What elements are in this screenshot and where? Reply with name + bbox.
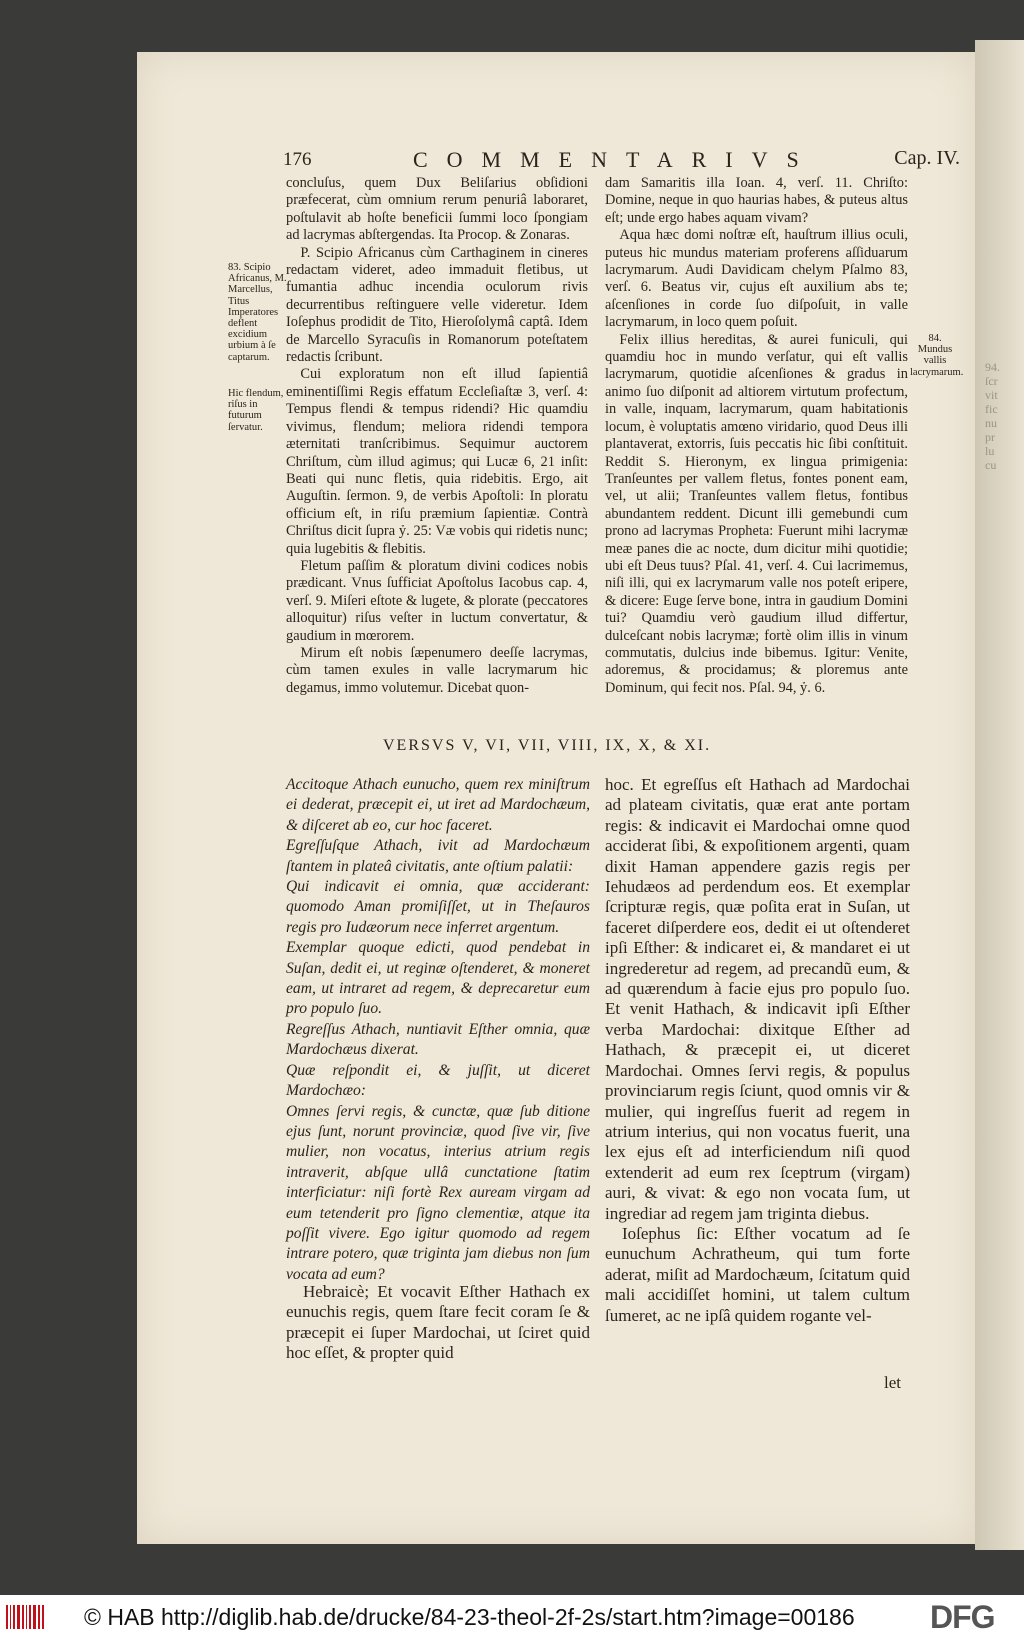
margin-note-hic-flendum: Hic flendum, riſus in futurum ſervatur. <box>228 388 284 433</box>
running-title: COMMENTARIVS <box>413 147 818 172</box>
paragraph: concluſus, quem Dux Beliſarius obſidioni præfecerat, cùm omnium rerum penuriâ laboraret, poſtulavit ab hoſte beneficii ſummi loco ſpongiam ad lacrymas abſtergendas. Ita Procop. & Zonaras. <box>286 175 588 244</box>
section-heading: VERSVS V, VI, VII, VIII, IX, X, & XI. <box>383 737 712 754</box>
paragraph: hoc. Et egreſſus eſt Hathach ad Mardochai ad plateam civitatis, quæ erat ante portam regis: & indicavit ei Mardochai omne quod acciderat ſibi, & expoſitionem argenti, quam dixit Haman appendere gazis regis per Iehudæos ad perdendum eos. Et exemplar ſcripturæ regis, quæ poſita erat in Suſan, ut faceret diſperdere eos, dedit ei ut oſtenderet ipſi Eſther: & indicaret ei, & mandaret ei ut ingrederetur ad regem, ad precandũ eum, & ad quærendum à facie ejus pro populo ſuo. Et venit Hathach, & indicavit ipſi Eſther verba Mardochai: dixitque Eſther ad Hathach, & præcepit ei, ut diceret Mardochai. Omnes ſervi regis, & populus provinciarum regis ſciunt, quod omnis vir & mulier, qui ingreſſus fuerit ad regem in atrium interius, qui non vocatus fuerit, una lex ejus eſt ad interficiendum niſi quod extenderit ad eum rex ſceptrum (virgam) auri, & vivat: & ego non vocata ſum, ut ingrediar ad regem jam triginta diebus. <box>605 775 910 1223</box>
margin-note-83: 83. Scipio Africanus, M. Marcellus, Titus Imperatores deflent excidium urbium à ſe captarum. <box>228 262 287 363</box>
paragraph: Ioſephus ſic: Eſther vocatum ad ſe eunuchum Achratheum, qui tum forte aderat, miſit ad Mardochæum, ſcitatum quid mali accidiſſet homini, ut talem cultum ſumeret, ac ne ipſâ quidem rogante vel- <box>605 1223 910 1325</box>
paragraph: Hebraicè; Et vocavit Eſther Hathach ex eunuchis regis, quem ſtare fecit coram ſe & præcepit ei ſuper Mardochai, ut ſciret quid hoc eſſet, & propter quid <box>286 1282 590 1363</box>
column-top-left <box>286 175 588 697</box>
page-number: 176 <box>283 149 312 170</box>
verse-line: Omnes ſervi regis, & cunctæ, quæ ſub ditione ejus ſunt, norunt provinciæ, quod ſive vir, ſive mulier, non vocatus, interius atrium regis intraverit, abſque ullâ cunctatione ſtatim interficiatur: niſi fortè Rex auream virgam ad eum tetenderit pro ſigno clementiæ, atque ita poſſit vivere. Ego igitur quomodo ad regem intrare potero, quæ triginta jam diebus non ſum vocata ad eum? <box>286 1102 590 1283</box>
verse-line: Quæ reſpondit ei, & juſſit, ut diceret Mardochæo: <box>286 1061 590 1100</box>
paragraph: Felix illius hereditas, & aurei funiculi, qui quamdiu hoc in mundo verſatur, qui eſt vallis lacrymarum, quotidie aſcenſiones & gradus in animo ſuo diſponit ad altiorem virtutum profectum, in valle, inquam, lacrymarum, quam habitationis locum, è voluptatis amœno viridario, quod Deus illi plantaverat, extorris, ſuis peccatis hic ſibi conſtituit. Reddit S. Hieronym, ex lingua primigenia: Tranſeuntes per vallem fletus, fontes ponent eam, vel, ut alii; Tranſeuntes vallem fletus, fontibus abundantem reddent. Dicunt illi gemebundi cum prono ad lacrymas Propheta: Fuerunt mihi lacrymæ meæ panes die ac nocte, dum dicitur mihi quotidie; ubi eſt Deus tuus? Pſal. 41, verſ. 4. Cui lacrimemus, niſi illi, qui ex lacrymarum valle nos poteſt eripere, & dicere: Euge ſerve bone, intra in gaudium Domini tui? Quamdiu verò gaudium illud differtur, dulceſcant nobis lacrymæ; fortè olim illis in vinum commutatis, dulcius inde bibemus. Igitur: Venite, adoremus, & procidamus; & ploremus ante Dominum, qui fecit nos. Pſal. 94, ỷ. 6. <box>605 331 908 696</box>
margin-note-84: 84. Mundus vallis lacrymarum. <box>910 333 964 378</box>
paragraph: Mirum eſt nobis ſæpenumero deeſſe lacrymas, cùm tamen exules in valle lacrymarum hic degamus, immo volutemur. Dicebat quon- <box>286 644 588 696</box>
paragraph: Cui exploratum non eſt illud ſapientiâ eminentiſſimi Regis effatum Eccleſiaſtæ 3, verſ. 4: Tempus flendi & tempus ridendi? Hic quamdiu vivimus, flendum; meliora ridendi tempora æternitati tranſcribimus. Sequimur auctorem Chriſtum, cùm illud agimus; qui Lucæ 6, 21 inſit: Beati qui nunc fletis, quia ridebitis. Ergo, ait Auguſtin. ſermon. 9, de verbis Apoſtoli: In ploratu officium eſt, in riſu præmium ſapientiæ. Contrà Chriſtus dicit ſupra ỷ. 25: Væ vobis qui ridetis nunc; quia lugebitis & flebitis. <box>286 366 588 557</box>
next-page-edge <box>975 40 1024 1550</box>
paragraph: Fletum paſſim & ploratum divini codices nobis prædicant. Vnus ſufficiat Apoſtolus Iacobus cap. 4, verſ. 9. Miſeri eſtote & lugete, & plorate (peccatores alloquitur) riſus veſter in luctum convertatur, & gaudium in mœrorem. <box>286 557 588 644</box>
verse-line: Qui indicavit ei omnia, quæ acciderant: quomodo Aman promiſiſſet, ut in Theſauros regis pro Iudæorum nece inferret argentum. <box>286 878 590 936</box>
paragraph: Aqua hæc domi noſtræ eſt, hauſtrum illius oculi, puteus hic mundus materiam proferens aſſiduarum lacrymarum. Audi Davidicam chelym Pſalmo 83, verſ. 6. Beatus vir, cujus eſt auxilium abs te; aſcenſiones in corde ſuo diſpoſuit, in valle lacrymarum, in loco quem poſuit. <box>605 227 908 331</box>
verse-line: Regreſſus Athach, nuntiavit Eſther omnia, quæ Mardochæus dixerat. <box>286 1020 590 1059</box>
next-page-ghost-text: 94. ſcr vit fic nu pr lu cu <box>985 360 1000 472</box>
footer-bar <box>0 1595 1024 1640</box>
hebraice-paragraph <box>286 1282 590 1364</box>
paragraph: P. Scipio Africanus cùm Carthaginem in cineres redactam videret, adeo immaduit fletibus, ut fumantia adhuc incendia oculorum rivis decurrentibus reſtinguere velle videretur. Idem Ioſephus prodidit de Tito, Hieroſolymâ captâ. Idem de Marcello Syracuſis in Romanorum poteſtatem redactis ſcribunt. <box>286 244 588 366</box>
verse-line: Egreſſuſque Athach, ivit ad Mardochæum ſtantem in plateâ civitatis, ante oſtium palatii: <box>286 837 590 875</box>
dfg-logo: DFG <box>930 1599 995 1635</box>
running-head <box>283 147 960 175</box>
column-top-right <box>605 175 908 697</box>
source-url[interactable]: © HAB http://diglib.hab.de/drucke/84-23-theol-2f-2s/start.htm?image=00186 <box>84 1604 855 1630</box>
column-bottom-right <box>605 775 910 1326</box>
catchword: let <box>884 1373 901 1392</box>
verse-column <box>286 775 590 1285</box>
verse-line: Exemplar quoque edicti, quod pendebat in Suſan, dedit ei, ut reginæ oſtenderet, & moneret eam, ut intraret ad regem, & deprecaretur eum pro populo ſuo. <box>286 939 590 1018</box>
barcode-icon <box>6 1605 46 1629</box>
chapter-label: Cap. IV. <box>894 147 960 169</box>
paragraph: dam Samaritis illa Ioan. 4, verſ. 11. Chriſto: Domine, neque in quo haurias habes, & puteus altus eſt; unde ergo habes aquam vivam? <box>605 175 908 226</box>
verse-line: Accitoque Athach eunucho, quem rex miniſtrum ei dederat, præcepit ei, ut iret ad Mardochæum, & diſceret ab eo, cur hoc faceret. <box>286 776 590 834</box>
